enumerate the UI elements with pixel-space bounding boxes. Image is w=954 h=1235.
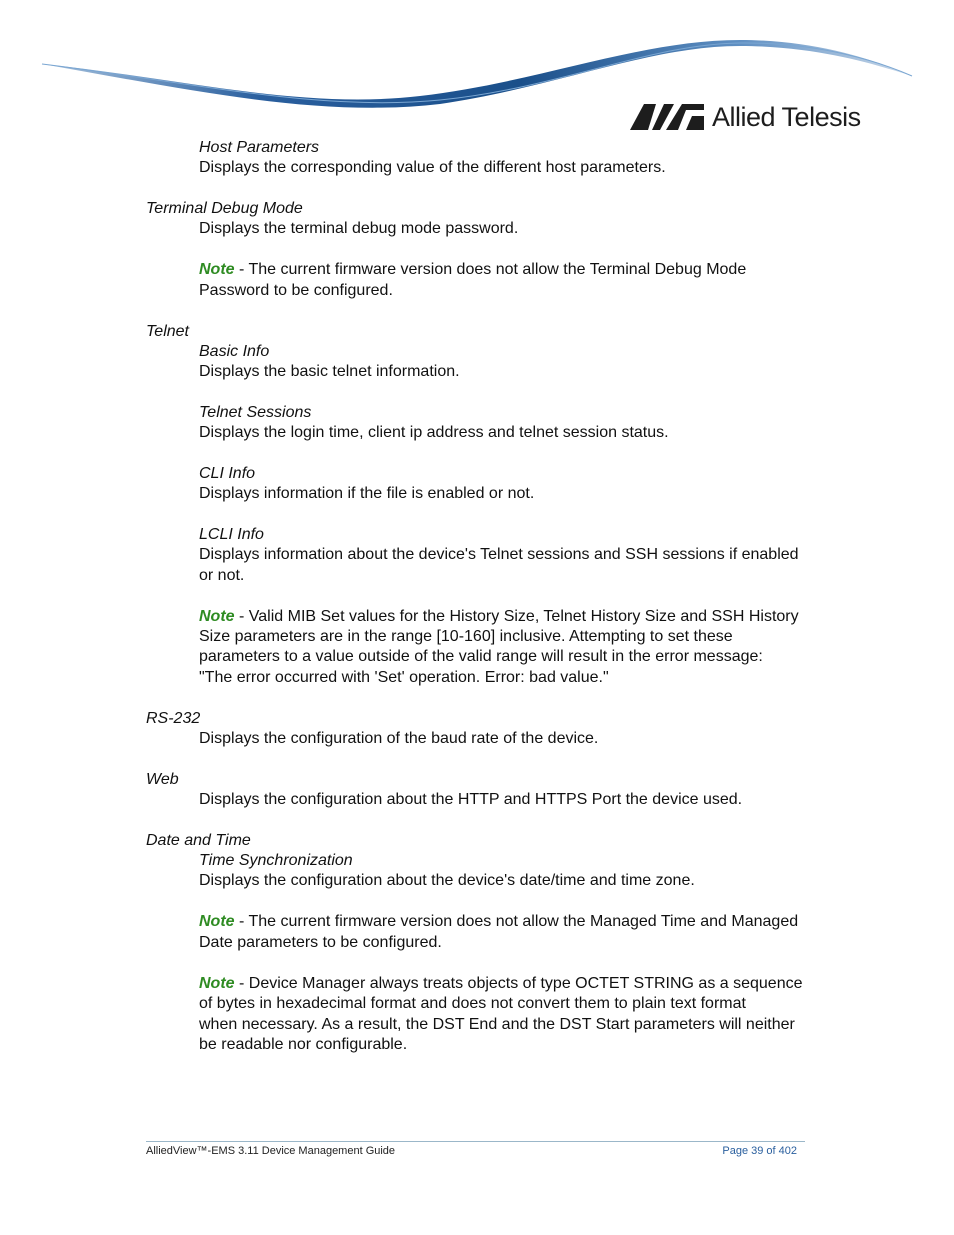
terminal-debug-note-cont: Password to be configured. [199,282,393,299]
footer-divider [146,1141,805,1142]
web-desc: Displays the configuration about the HTTP and HTTPS Port the device used. [199,791,743,808]
allied-telesis-logo-icon [630,104,704,130]
terminal-debug-heading: Terminal Debug Mode [146,200,303,217]
lcli-info-desc-cont: or not. [199,567,245,584]
basic-info-desc: Displays the basic telnet information. [199,363,460,380]
terminal-debug-note [199,260,746,280]
date-time-note-1 [199,912,798,932]
lcli-info-desc: Displays information about the device's Telnet sessions and SSH sessions if enabled [199,546,799,563]
rs232-heading: RS-232 [146,710,201,727]
note-text: - The current firmware version does not allow the Managed Time and Managed [234,913,799,930]
cli-info-desc: Displays information if the file is enabled or not. [199,485,535,502]
note-label: Note [199,608,235,625]
telnet-note [199,607,799,627]
telnet-note-line4: "The error occurred with 'Set' operation. Error: bad value." [199,669,609,686]
note-label: Note [199,975,235,992]
cli-info-heading: CLI Info [199,465,256,482]
lcli-info-heading: LCLI Info [199,526,264,543]
date-time-note-2 [199,974,803,994]
telnet-sessions-desc: Displays the login time, client ip address and telnet session status. [199,424,669,441]
date-time-note-2-line3: when necessary. As a result, the DST End and the DST Start parameters will neither [199,1016,795,1033]
note-text: - Valid MIB Set values for the History Size, Telnet History Size and SSH History [234,608,799,625]
host-parameters-heading: Host Parameters [199,139,320,156]
time-sync-heading: Time Synchronization [199,852,353,869]
note-label: Note [199,913,235,930]
date-time-note-1-cont: Date parameters to be configured. [199,934,442,951]
host-parameters-desc: Displays the corresponding value of the different host parameters. [199,159,666,176]
basic-info-heading: Basic Info [199,343,270,360]
rs232-desc: Displays the configuration of the baud rate of the device. [199,730,599,747]
footer-page-number: Page 39 of 402 [722,1145,797,1157]
company-logo [630,101,861,133]
web-heading: Web [146,771,179,788]
date-time-note-2-line2: of bytes in hexadecimal format and does not convert them to plain text format [199,995,746,1012]
date-time-heading: Date and Time [146,832,251,849]
logo-wordmark: Allied Telesis [712,101,861,132]
footer-guide-title: AlliedView™-EMS 3.11 Device Management Guide [146,1145,396,1157]
note-text: - The current firmware version does not allow the Terminal Debug Mode [234,261,747,278]
date-time-note-2-line4: be readable nor configurable. [199,1036,408,1053]
telnet-sessions-heading: Telnet Sessions [199,404,312,421]
telnet-note-line3: parameters to a value outside of the valid range will result in the error message: [199,648,763,665]
terminal-debug-desc: Displays the terminal debug mode password. [199,220,519,237]
telnet-note-line2: Size parameters are in the range [10-160] inclusive. Attempting to set these [199,628,733,645]
time-sync-desc: Displays the configuration about the device's date/time and time zone. [199,872,695,889]
note-label: Note [199,261,235,278]
telnet-heading: Telnet [146,323,189,340]
note-text: - Device Manager always treats objects of type OCTET STRING as a sequence [234,975,803,992]
